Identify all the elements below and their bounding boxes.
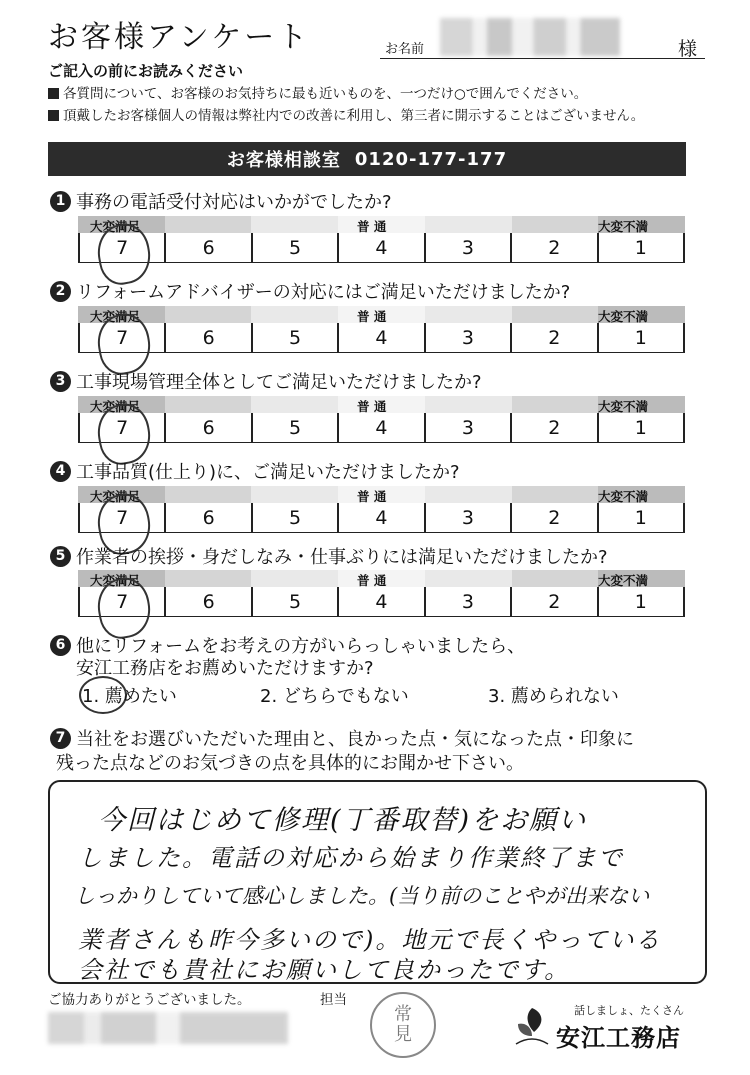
question-number-icon: 7 (50, 728, 71, 749)
rating-option-3[interactable]: 3 (426, 587, 512, 616)
question-1 (50, 188, 392, 214)
question-number-icon: 1 (50, 191, 71, 212)
question-4 (50, 458, 460, 484)
redacted-name (440, 18, 620, 56)
rating-option-7[interactable]: 7 (80, 233, 166, 262)
rating-option-5[interactable]: 5 (253, 233, 339, 262)
question-number-icon: 3 (50, 371, 71, 392)
page-title: お客様アンケート (48, 20, 311, 55)
question-6-line-2: 安江工務店をお薦めいただけますか? (76, 658, 374, 679)
question-text: 工事現場管理全体としてご満足いただけましたか? (76, 372, 482, 393)
rating-option-2[interactable]: 2 (512, 503, 598, 532)
rating-option-4[interactable]: 4 (339, 413, 425, 442)
scale-label-mid: 普 通 (357, 399, 387, 414)
scale-label-mid: 普 通 (357, 309, 387, 324)
option-neutral[interactable]: 2. どちらでもない (260, 686, 409, 707)
rating-options (78, 503, 685, 533)
question-text: 当社をお選びいただいた理由と、良かった点・気になった点・印象に (76, 729, 634, 750)
question-text: 事務の電話受付対応はいかがでしたか? (76, 192, 392, 213)
rating-option-1[interactable]: 1 (599, 323, 685, 352)
scale-label-high: 大変満足 (90, 309, 141, 324)
staff-label: 担当 (320, 992, 347, 1008)
customer-service-banner (48, 142, 686, 176)
scale-label-mid: 普 通 (357, 489, 387, 504)
rating-option-3[interactable]: 3 (426, 233, 512, 262)
banner-label: お客様相談室 (226, 150, 341, 171)
rating-option-3[interactable]: 3 (426, 503, 512, 532)
question-7 (50, 725, 634, 751)
rating-option-7[interactable]: 7 (80, 587, 166, 616)
question-number-icon: 5 (50, 546, 71, 567)
option-recommend[interactable]: 1. 薦めたい (82, 686, 177, 707)
rating-option-4[interactable]: 4 (339, 587, 425, 616)
question-text: 他にリフォームをお考えの方がいらっしゃいましたら、 (76, 636, 526, 657)
rating-option-2[interactable]: 2 (512, 413, 598, 442)
name-field-line[interactable] (380, 58, 705, 59)
rating-option-6[interactable]: 6 (166, 503, 252, 532)
rating-option-1[interactable]: 1 (599, 233, 685, 262)
rating-option-1[interactable]: 1 (599, 413, 685, 442)
rating-options (78, 323, 685, 353)
question-number-icon: 4 (50, 461, 71, 482)
rating-option-6[interactable]: 6 (166, 587, 252, 616)
scale-label-mid: 普 通 (357, 573, 387, 588)
handwritten-line-5: 会社でも貴社にお願いして良かったです。 (78, 956, 571, 984)
rating-option-2[interactable]: 2 (512, 323, 598, 352)
scale-label-low: 大変不満 (598, 309, 649, 324)
square-bullet-icon (48, 88, 59, 99)
square-bullet-icon (48, 110, 59, 121)
rating-option-2[interactable]: 2 (512, 587, 598, 616)
rating-option-7[interactable]: 7 (80, 503, 166, 532)
staff-seal-stamp: 常 見 (370, 992, 436, 1058)
rating-option-3[interactable]: 3 (426, 413, 512, 442)
free-comment-box[interactable] (48, 780, 707, 984)
question-text: 作業者の挨拶・身だしなみ・仕事ぶりには満足いただけましたか? (76, 547, 608, 568)
handwritten-line-2: しました。電話の対応から始まり作業終了まで (78, 844, 624, 872)
rating-option-5[interactable]: 5 (253, 587, 339, 616)
question-5 (50, 543, 608, 569)
rating-option-4[interactable]: 4 (339, 233, 425, 262)
rating-option-1[interactable]: 1 (599, 587, 685, 616)
scale-label-high: 大変満足 (90, 489, 141, 504)
rating-option-5[interactable]: 5 (253, 323, 339, 352)
notice-line-2: 頂戴したお客様個人の情報は弊社内での改善に利用し、第三者に開示することはございません。 (48, 104, 644, 124)
scale-label-high: 大変満足 (90, 219, 141, 234)
rating-options (78, 233, 685, 263)
redacted-info (48, 1012, 288, 1044)
rating-option-3[interactable]: 3 (426, 323, 512, 352)
company-name: 安江工務店 (556, 1024, 681, 1052)
rating-options (78, 587, 685, 617)
rating-option-2[interactable]: 2 (512, 233, 598, 262)
rating-option-7[interactable]: 7 (80, 323, 166, 352)
question-number-icon: 2 (50, 281, 71, 302)
scale-label-mid: 普 通 (357, 219, 387, 234)
name-suffix: 様 (678, 38, 698, 60)
rating-option-5[interactable]: 5 (253, 413, 339, 442)
question-2 (50, 278, 570, 304)
notice-line-1: 各質問について、お客様のお気持ちに最も近いものを、一つだけ○で囲んでください。 (48, 82, 587, 102)
banner-phone: 0120-177-177 (354, 148, 508, 170)
scale-label-high: 大変満足 (90, 573, 141, 588)
question-number-icon: 6 (50, 635, 71, 656)
scale-label-low: 大変不満 (598, 573, 649, 588)
scale-label-low: 大変不満 (598, 219, 649, 234)
question-7-line-2: 残った点などのお気づきの点を具体的にお聞かせ下さい。 (56, 753, 524, 774)
rating-option-4[interactable]: 4 (339, 503, 425, 532)
rating-option-1[interactable]: 1 (599, 503, 685, 532)
company-slogan: 話しましょ、たくさん (574, 1004, 684, 1017)
company-logo-icon (512, 1004, 552, 1048)
question-3 (50, 368, 482, 394)
scale-label-high: 大変満足 (90, 399, 141, 414)
question-text: リフォームアドバイザーの対応にはご満足いただけましたか? (76, 282, 571, 303)
recommend-options (82, 682, 619, 708)
rating-option-6[interactable]: 6 (166, 233, 252, 262)
rating-option-5[interactable]: 5 (253, 503, 339, 532)
scale-label-low: 大変不満 (598, 489, 649, 504)
question-text: 工事品質(仕上り)に、ご満足いただけましたか? (76, 462, 460, 483)
rating-option-7[interactable]: 7 (80, 413, 166, 442)
rating-option-6[interactable]: 6 (166, 323, 252, 352)
scale-label-low: 大変不満 (598, 399, 649, 414)
rating-option-6[interactable]: 6 (166, 413, 252, 442)
handwritten-line-1: 今回はじめて修理(丁番取替)をお願い (98, 805, 588, 836)
option-not-recommend[interactable]: 3. 薦められない (488, 686, 619, 707)
handwritten-line-4: 業者さんも昨今多いので)。地元で長くやっている (78, 926, 662, 954)
handwritten-line-3: しっかりしていて感心しました。(当り前のことやが出来ない (74, 884, 650, 908)
notice-heading: ご記入の前にお読みください (48, 62, 244, 80)
thanks-text: ご協力ありがとうございました。 (48, 992, 251, 1008)
rating-options (78, 413, 685, 443)
rating-option-4[interactable]: 4 (339, 323, 425, 352)
name-label: お名前 (385, 42, 425, 57)
